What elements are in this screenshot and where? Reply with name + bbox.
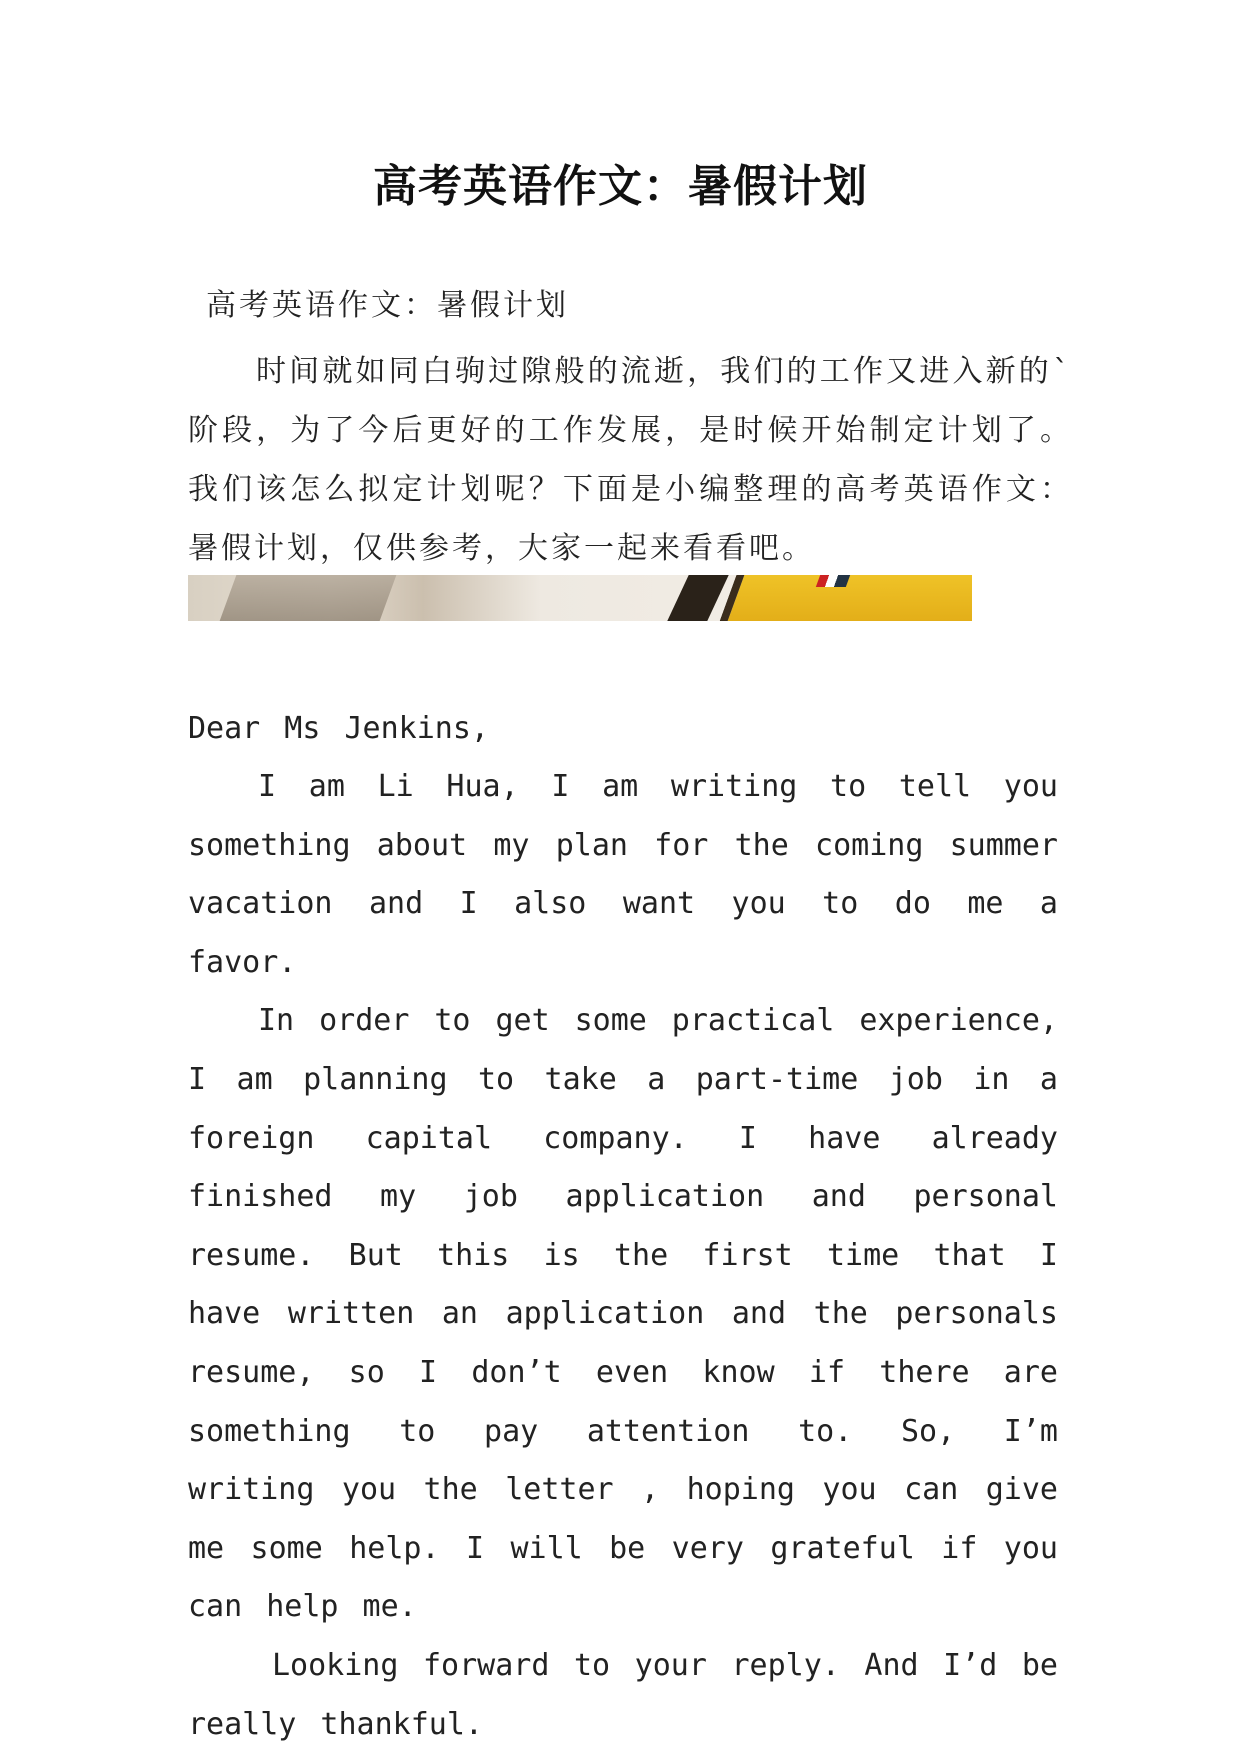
document-subtitle: 高考英语作文：暑假计划	[206, 288, 569, 323]
letter-paragraph: In order to get some practical experience, I am planning to take a part-time job in a foreign capital company. I have already finished my job application and personal resume. But this is the first time that I have written an application and the personals resume, so I don’t even know if there are something to pay attention to. So, I’m writing you the letter , hoping you can give me some help. I will be very grateful if you can help me.	[188, 1003, 1058, 1625]
letter-salutation: Dear Ms Jenkins,	[188, 711, 489, 746]
document-title: 高考英语作文：暑假计划	[373, 161, 868, 212]
intro-paragraph: 时间就如同白驹过隙般的流逝，我们的工作又进入新的`阶段，为了今后更好的工作发展，是时候开始制定计划了。我们该怎么拟定计划呢？下面是小编整理的高考英语作文：暑假计划，仅供参考，大家一起来看看吧。	[188, 354, 1073, 566]
flag-mark-shape	[816, 575, 850, 587]
keyboard-key-shape	[215, 575, 400, 621]
letter-body	[188, 758, 1058, 1754]
letter-paragraph: Looking forward to your reply. And I’d be really thankful.	[188, 1647, 1058, 1742]
keyboard-image	[188, 575, 972, 621]
letter-paragraph: I am Li Hua, I am writing to tell you something about my plan for the coming summer vacation and I also want you to do me a favor.	[188, 769, 1058, 980]
